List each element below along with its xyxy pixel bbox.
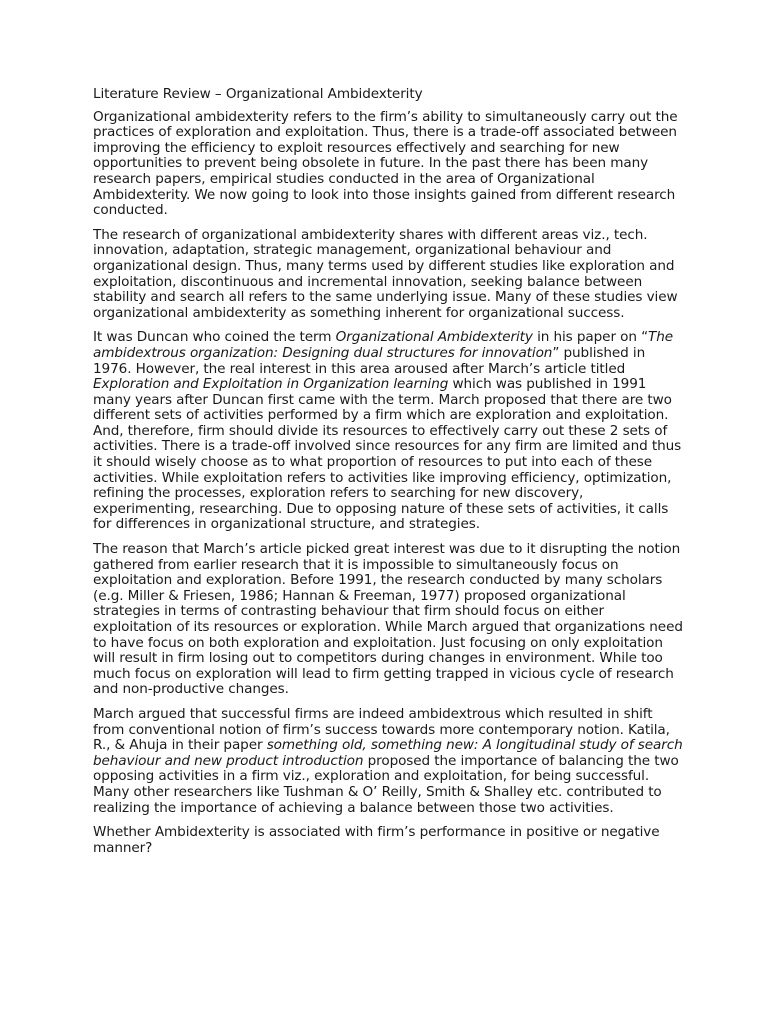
text-run: ” published in 1976. However, the real interest in this area aroused after March’s article titled (93, 344, 646, 377)
text-run: Organizational ambidexterity refers to the firm’s ability to simultaneously carry out the practices of exploration and exploitation. Thus, there is a trade-off associated between improving the efficiency to exploit resources effectively and searching for new opportunities to prevent being obsolete in future. In the past there has been many research papers, empirical studies conducted in the area of Organizational Ambidexterity. We now going to look into those insights gained from different research conducted. (93, 108, 678, 219)
text-run: The reason that March’s article picked great interest was due to it disrupting the notion gathered from earlier research that it is impossible to simultaneously focus on exploitation and exploration. Before 1991, the research conducted by many scholars (e.g. Miller & Friesen, 1986; Hannan & Freeman, 1977) proposed organizational strategies in terms of contrasting behaviour that firm should focus on either exploitation of its resources or exploration. While March argued that organizations need to have focus on both exploration and exploitation. Just focusing on only exploitation will result in firm losing out to competitors during changes in environment. While too much focus on exploration will lead to firm getting trapped in vicious cycle of research and non-productive changes. (93, 541, 683, 698)
paragraph-5 (93, 707, 683, 816)
text-run: which was published in 1991 many years after Duncan first came with the term. March proposed that there are two different sets of activities performed by a firm which are exploration and exploitation. And, therefore, firm should divide its resources to effectively carry out these 2 sets of activities. There is a trade-off involved since resources for any firm are limited and thus it should wisely choose as to what proportion of resources to put into each of these activities. While exploitation refers to activities like improving efficiency, optimization, refining the processes, exploration refers to searching for new discovery, experimenting, researching. Due to opposing nature of these sets of activities, it calls for differences in organizational structure, and strategies. (93, 376, 682, 533)
italic-run: something old, something new: A longitudinal study of search behaviour and new product introduction (93, 737, 683, 769)
italic-run: Exploration and Exploitation in Organization learning (93, 376, 449, 393)
text-run: It was Duncan who coined the term (93, 329, 336, 346)
paragraph-1 (93, 110, 683, 219)
document-body (93, 110, 683, 857)
paragraph-3 (93, 330, 683, 533)
paragraph-4 (93, 542, 683, 698)
italic-run: The ambidextrous organization: Designing dual structures for innovation (93, 329, 674, 361)
text-run: March argued that successful firms are indeed ambidextrous which resulted in shift from conventional notion of firm’s success towards more contemporary notion. Katila, R., & Ahuja in their paper (93, 705, 670, 754)
text-run: Whether Ambidexterity is associated with firm’s performance in positive or negative manner? (93, 824, 660, 856)
text-run: in his paper on “ (532, 329, 649, 346)
text-run: The research of organizational ambidexterity shares with different areas viz., tech. innovation, adaptation, strategic management, organizational behaviour and organizational design. Thus, many terms used by different studies like exploration and exploitation, discontinuous and incremental innovation, seeking balance between stability and search all refers to the same underlying issue. Many of these studies view organizational ambidexterity as something inherent for organizational success. (93, 226, 678, 321)
text-run: proposed the importance of balancing the two opposing activities in a firm viz., exploration and exploitation, for being successful. Many other researchers like Tushman & O’ Reilly, Smith & Shalley etc. contributed to realizing the importance of achieving a balance between those two activities. (93, 752, 679, 816)
italic-run: Organizational Ambidexterity (335, 329, 533, 346)
paragraph-6 (93, 825, 683, 856)
paragraph-2 (93, 228, 683, 322)
document-title: Literature Review – Organizational Ambidexterity (93, 86, 423, 102)
document-page (93, 87, 683, 865)
